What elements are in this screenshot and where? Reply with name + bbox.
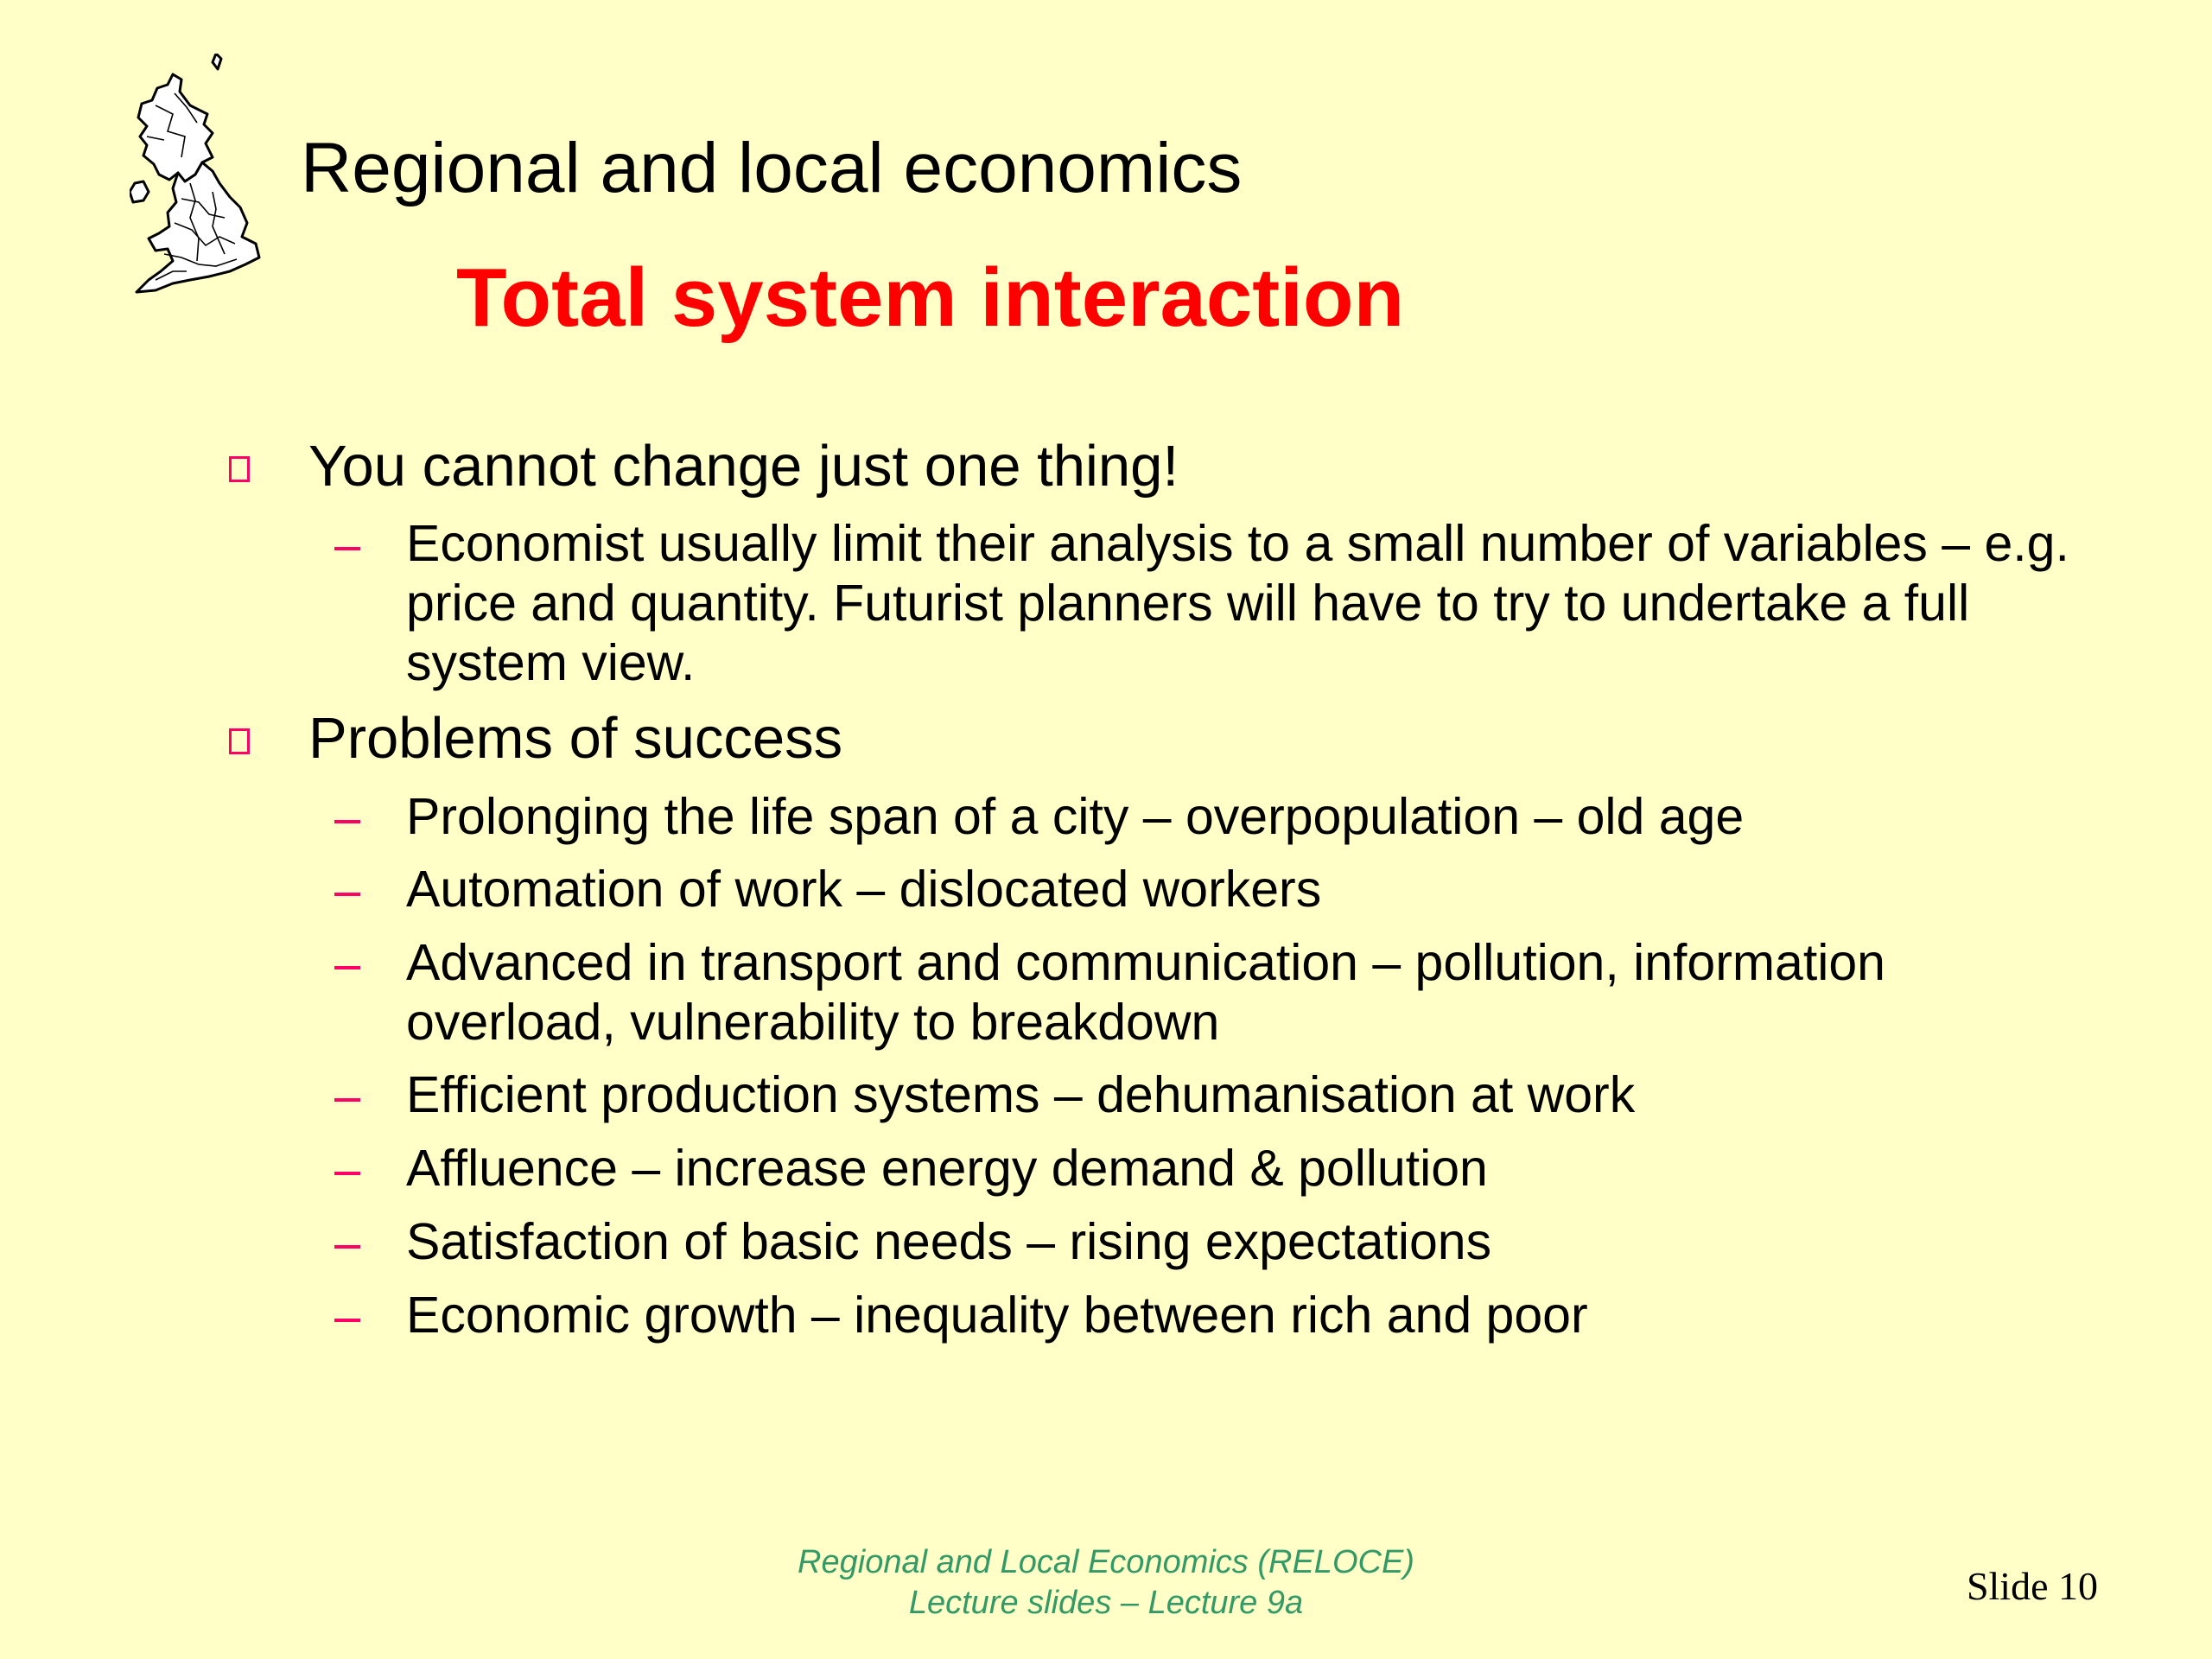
sub-bullet-item: Economic growth – inequality between rich and poor <box>406 1287 1588 1344</box>
bullet-item: You cannot change just one thing! <box>308 434 1179 499</box>
course-title: Regional and local economics <box>301 129 1243 207</box>
sub-bullet-item: Advanced in transport and communication – pollution, information overload, vulnerability to breakdown <box>406 934 1885 1051</box>
dash-marker-icon <box>334 1172 360 1175</box>
bullet-marker-icon <box>229 456 250 482</box>
slide-title: Total system interaction <box>456 251 1405 344</box>
sub-bullet-item: Prolonging the life span of a city – overpopulation – old age <box>406 788 1745 845</box>
dash-marker-icon <box>334 1098 360 1102</box>
sub-bullet-item: Automation of work – dislocated workers <box>406 861 1322 918</box>
dash-marker-icon <box>334 893 360 896</box>
footer-line-course: Regional and Local Economics (RELOCE) <box>798 1544 1414 1580</box>
bullet-marker-icon <box>229 728 250 754</box>
dash-marker-icon <box>334 820 360 823</box>
footer-line-lecture: Lecture slides – Lecture 9a <box>908 1585 1304 1621</box>
sub-bullet-item: Satisfaction of basic needs – rising expectations <box>406 1213 1492 1270</box>
sub-bullet-item: Economist usually limit their analysis to a small number of variables – e.g. price and quantity. Futurist planners will have to try to undertake a full system view. <box>406 515 2069 691</box>
sub-bullet-item: Affluence – increase energy demand & pollution <box>406 1140 1488 1197</box>
dash-marker-icon <box>334 1319 360 1322</box>
dash-marker-icon <box>334 547 360 550</box>
sub-bullet-item: Efficient production systems – dehumanisation at work <box>406 1066 1636 1123</box>
bullet-item: Problems of success <box>308 706 843 771</box>
slide-number: Slide 10 <box>1966 1564 2098 1608</box>
great-britain-map-icon <box>130 54 268 304</box>
dash-marker-icon <box>334 1245 360 1249</box>
dash-marker-icon <box>334 966 360 969</box>
footer-caption <box>674 1542 1538 1624</box>
